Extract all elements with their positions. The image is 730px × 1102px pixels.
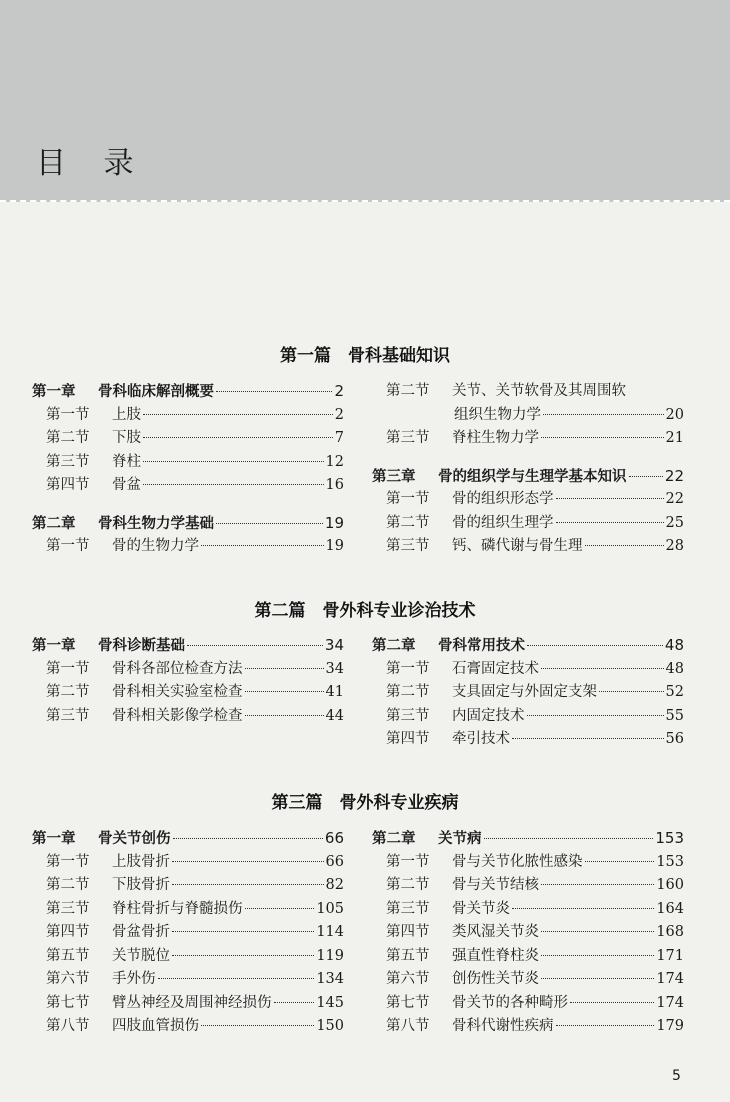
entry-page-number: 174 [656, 971, 684, 987]
entry-title: 骨科代谢性疾病 [452, 1018, 554, 1034]
toc-section-entry[interactable] [372, 404, 684, 428]
entry-page-number: 34 [325, 660, 344, 677]
toc-section-entry[interactable] [372, 992, 684, 1016]
toc-section-entry[interactable] [372, 380, 684, 404]
entry-title: 骨的组织学与生理学基本知识 [438, 468, 627, 485]
entry-page-number: 25 [665, 514, 684, 531]
entry-number: 第一节 [386, 491, 430, 507]
entry-title: 骨盆 [112, 477, 141, 493]
toc-section-entry[interactable] [372, 705, 684, 729]
toc-section-entry[interactable] [32, 705, 344, 729]
entry-number: 第二章 [32, 515, 76, 532]
entry-number: 第二节 [46, 877, 90, 893]
entry-page-number: 134 [316, 971, 344, 987]
toc-section-entry[interactable] [32, 898, 344, 922]
entry-page-number: 164 [656, 900, 684, 917]
part-2-title: 第二篇 骨外科专业诊治技术 [254, 601, 476, 621]
dot-leader [541, 931, 654, 932]
entry-title: 骨科常用技术 [438, 638, 525, 654]
entry-title: 臂丛神经及周围神经损伤 [112, 994, 272, 1011]
dot-leader [484, 838, 654, 839]
dot-leader [629, 476, 663, 477]
toc-section-entry[interactable] [32, 474, 344, 498]
entry-page-number: 7 [334, 430, 344, 446]
dot-leader [143, 484, 324, 485]
dot-leader [158, 978, 315, 979]
dot-leader [570, 1002, 654, 1003]
toc-chapter-entry[interactable] [32, 634, 344, 658]
dot-leader [245, 691, 324, 692]
dot-leader [143, 461, 324, 462]
entry-number: 第一节 [46, 853, 90, 870]
toc-section-entry[interactable] [32, 851, 344, 875]
toc-section-entry[interactable] [32, 945, 344, 969]
dot-leader [216, 391, 332, 392]
toc-section-entry[interactable] [32, 658, 344, 682]
entry-number: 第六节 [386, 971, 430, 987]
entry-title: 关节病 [438, 831, 482, 847]
entry-page-number: 105 [316, 900, 344, 917]
entry-page-number: 2 [334, 382, 344, 400]
entry-page-number: 179 [656, 1018, 684, 1034]
entry-page-number: 22 [664, 466, 684, 485]
entry-title: 骨科生物力学基础 [98, 515, 214, 532]
entry-title: 四肢血管损伤 [112, 1018, 199, 1034]
part-1-title: 第一篇 骨科基础知识 [280, 346, 450, 366]
dot-leader [585, 861, 655, 862]
entry-number: 第一章 [32, 638, 76, 654]
toc-spacer [372, 451, 684, 465]
toc-chapter-entry[interactable] [32, 380, 344, 404]
entry-title: 创伤性关节炎 [452, 971, 539, 987]
entry-number: 第三节 [46, 707, 90, 724]
dot-leader [201, 1025, 314, 1026]
toc-spacer [32, 498, 344, 512]
entry-title: 关节、关节软骨及其周围软 [452, 383, 626, 399]
part-2-right-column [372, 634, 684, 752]
toc-section-entry[interactable] [372, 427, 684, 451]
entry-title: 骨科各部位检查方法 [112, 660, 243, 677]
entry-number: 第八节 [46, 1018, 90, 1034]
dot-leader [556, 522, 664, 523]
entry-number: 第二节 [46, 430, 90, 446]
entry-title: 脊柱骨折与脊髓损伤 [112, 900, 243, 917]
entry-page-number: 119 [316, 947, 344, 964]
entry-number: 第四节 [46, 924, 90, 940]
page-title: 目 录 [36, 146, 148, 181]
entry-number: 第二章 [372, 638, 416, 654]
part-1-right-column [372, 380, 684, 559]
entry-title: 强直性脊柱炎 [452, 947, 539, 964]
toc-section-entry[interactable] [32, 1015, 344, 1039]
entry-number: 第二章 [372, 831, 416, 847]
entry-page-number: 66 [325, 853, 344, 870]
entry-page-number: 48 [665, 660, 684, 677]
toc-section-entry[interactable] [372, 535, 684, 559]
dot-leader [172, 884, 324, 885]
dot-leader [512, 738, 664, 739]
toc-section-entry[interactable] [372, 851, 684, 875]
entry-number: 第三节 [386, 538, 430, 554]
entry-title: 骨关节炎 [452, 900, 510, 917]
entry-title: 组织生物力学 [454, 406, 541, 423]
dot-leader [201, 545, 324, 546]
toc-section-entry[interactable] [32, 681, 344, 705]
toc-chapter-entry[interactable] [372, 465, 684, 489]
dot-leader [245, 715, 324, 716]
entry-page-number: 34 [324, 636, 344, 654]
dot-leader [556, 1025, 655, 1026]
toc-section-entry[interactable] [372, 921, 684, 945]
entry-page-number: 160 [656, 877, 684, 893]
dot-leader [274, 1002, 315, 1003]
toc-section-entry[interactable] [372, 898, 684, 922]
entry-page-number: 12 [325, 453, 344, 470]
toc-section-entry[interactable] [32, 921, 344, 945]
entry-page-number: 168 [656, 924, 684, 940]
dot-leader [599, 691, 664, 692]
toc-section-entry[interactable] [372, 681, 684, 705]
toc-section-entry[interactable] [372, 1015, 684, 1039]
part-2-left-column [32, 634, 344, 728]
entry-page-number: 82 [325, 877, 344, 893]
dot-leader [541, 884, 654, 885]
entry-number: 第一节 [46, 538, 90, 554]
entry-title: 内固定技术 [452, 707, 525, 724]
part-1-left-column [32, 380, 344, 559]
dot-leader [527, 715, 664, 716]
entry-page-number: 55 [665, 707, 684, 724]
dot-leader [172, 861, 324, 862]
entry-page-number: 44 [325, 707, 344, 724]
entry-title: 类风湿关节炎 [452, 924, 539, 940]
entry-number: 第一节 [46, 660, 90, 677]
dot-leader [172, 955, 314, 956]
entry-page-number: 153 [656, 853, 684, 870]
toc-section-entry[interactable] [372, 488, 684, 512]
entry-number: 第二节 [46, 684, 90, 700]
entry-number: 第二节 [386, 684, 430, 700]
toc-chapter-entry[interactable] [372, 827, 684, 851]
entry-title: 骨与关节化脓性感染 [452, 853, 583, 870]
entry-number: 第八节 [386, 1018, 430, 1034]
dot-leader [245, 668, 324, 669]
dot-leader [143, 414, 333, 415]
entry-page-number: 21 [665, 430, 684, 446]
entry-number: 第二节 [386, 877, 430, 893]
toc-section-entry[interactable] [372, 512, 684, 536]
entry-title: 下肢骨折 [112, 877, 170, 893]
entry-page-number: 22 [665, 491, 684, 507]
entry-number: 第二节 [386, 383, 430, 399]
entry-title: 骨科相关影像学检查 [112, 707, 243, 724]
part-3-title: 第三篇 骨外科专业疾病 [271, 793, 459, 813]
entry-title: 牵引技术 [452, 731, 510, 747]
entry-title: 骨盆骨折 [112, 924, 170, 940]
toc-section-entry[interactable] [372, 874, 684, 898]
entry-page-number: 150 [316, 1018, 344, 1034]
toc-section-entry[interactable] [372, 728, 684, 752]
entry-number: 第六节 [46, 971, 90, 987]
entry-title: 骨科临床解剖概要 [98, 384, 214, 400]
entry-title: 支具固定与外固定支架 [452, 684, 597, 700]
entry-number: 第三节 [386, 900, 430, 917]
entry-number: 第三章 [372, 468, 416, 485]
toc-section-entry[interactable] [372, 968, 684, 992]
entry-number: 第三节 [46, 900, 90, 917]
entry-title: 骨的组织生理学 [452, 514, 554, 531]
dot-leader [187, 645, 323, 646]
entry-number: 第一章 [32, 384, 76, 400]
dot-leader [543, 414, 664, 415]
toc-section-entry[interactable] [32, 874, 344, 898]
dot-leader [512, 908, 654, 909]
entry-number: 第二节 [386, 514, 430, 531]
entry-page-number: 171 [656, 947, 684, 964]
part-3-left-column [32, 827, 344, 1039]
entry-page-number: 20 [665, 406, 684, 423]
entry-title: 骨科相关实验室检查 [112, 684, 243, 700]
toc-section-entry[interactable] [32, 404, 344, 428]
entry-title: 关节脱位 [112, 947, 170, 964]
entry-page-number: 28 [665, 538, 684, 554]
entry-number: 第三节 [386, 430, 430, 446]
entry-title: 骨与关节结核 [452, 877, 539, 893]
dot-leader [585, 545, 664, 546]
dot-leader [541, 978, 654, 979]
dot-leader [541, 668, 664, 669]
entry-number: 第五节 [46, 947, 90, 964]
toc-chapter-entry[interactable] [32, 827, 344, 851]
dot-leader [556, 498, 664, 499]
entry-title: 脊柱生物力学 [452, 430, 539, 446]
entry-number: 第三节 [46, 453, 90, 470]
page-number: 5 [672, 1068, 681, 1084]
entry-number: 第四节 [386, 731, 430, 747]
entry-title: 上肢骨折 [112, 853, 170, 870]
toc-section-entry[interactable] [32, 992, 344, 1016]
entry-number: 第七节 [386, 994, 430, 1011]
dot-leader [216, 523, 323, 524]
entry-page-number: 52 [665, 684, 684, 700]
dot-leader [173, 838, 323, 839]
entry-number: 第七节 [46, 994, 90, 1011]
entry-title: 上肢 [112, 406, 141, 423]
dot-leader [527, 645, 663, 646]
entry-title: 脊柱 [112, 453, 141, 470]
entry-page-number: 19 [325, 538, 344, 554]
part-3-right-column [372, 827, 684, 1039]
entry-number: 第一章 [32, 831, 76, 847]
entry-number: 第一节 [46, 406, 90, 423]
dot-leader [172, 931, 314, 932]
entry-title: 手外伤 [112, 971, 156, 987]
toc-section-entry[interactable] [32, 968, 344, 992]
entry-page-number: 153 [655, 829, 684, 847]
toc-section-entry[interactable] [32, 451, 344, 475]
entry-title: 下肢 [112, 430, 141, 446]
toc-chapter-entry[interactable] [372, 634, 684, 658]
entry-title: 钙、磷代谢与骨生理 [452, 538, 583, 554]
entry-page-number: 114 [316, 924, 344, 940]
entry-title: 石膏固定技术 [452, 660, 539, 677]
dot-leader [541, 955, 654, 956]
toc-chapter-entry[interactable] [32, 512, 344, 536]
entry-number: 第四节 [386, 924, 430, 940]
entry-page-number: 56 [665, 731, 684, 747]
dot-leader [541, 437, 664, 438]
entry-number: 第五节 [386, 947, 430, 964]
entry-page-number: 16 [325, 477, 344, 493]
entry-page-number: 41 [325, 684, 344, 700]
dot-leader [245, 908, 315, 909]
toc-section-entry[interactable] [32, 427, 344, 451]
toc-section-entry[interactable] [32, 535, 344, 559]
entry-page-number: 2 [334, 406, 344, 423]
entry-page-number: 145 [316, 994, 344, 1011]
entry-title: 骨关节的各种畸形 [452, 994, 568, 1011]
entry-number: 第一节 [386, 853, 430, 870]
entry-title: 骨科诊断基础 [98, 638, 185, 654]
entry-title: 骨的生物力学 [112, 538, 199, 554]
entry-title: 骨关节创伤 [98, 831, 171, 847]
entry-page-number: 66 [324, 829, 344, 847]
toc-section-entry[interactable] [372, 945, 684, 969]
entry-number: 第一节 [386, 660, 430, 677]
toc-section-entry[interactable] [372, 658, 684, 682]
entry-number: 第四节 [46, 477, 90, 493]
entry-page-number: 174 [656, 994, 684, 1011]
entry-page-number: 48 [664, 636, 684, 654]
entry-number: 第三节 [386, 707, 430, 724]
entry-page-number: 19 [324, 513, 344, 532]
dot-leader [143, 437, 333, 438]
entry-title: 骨的组织形态学 [452, 491, 554, 507]
